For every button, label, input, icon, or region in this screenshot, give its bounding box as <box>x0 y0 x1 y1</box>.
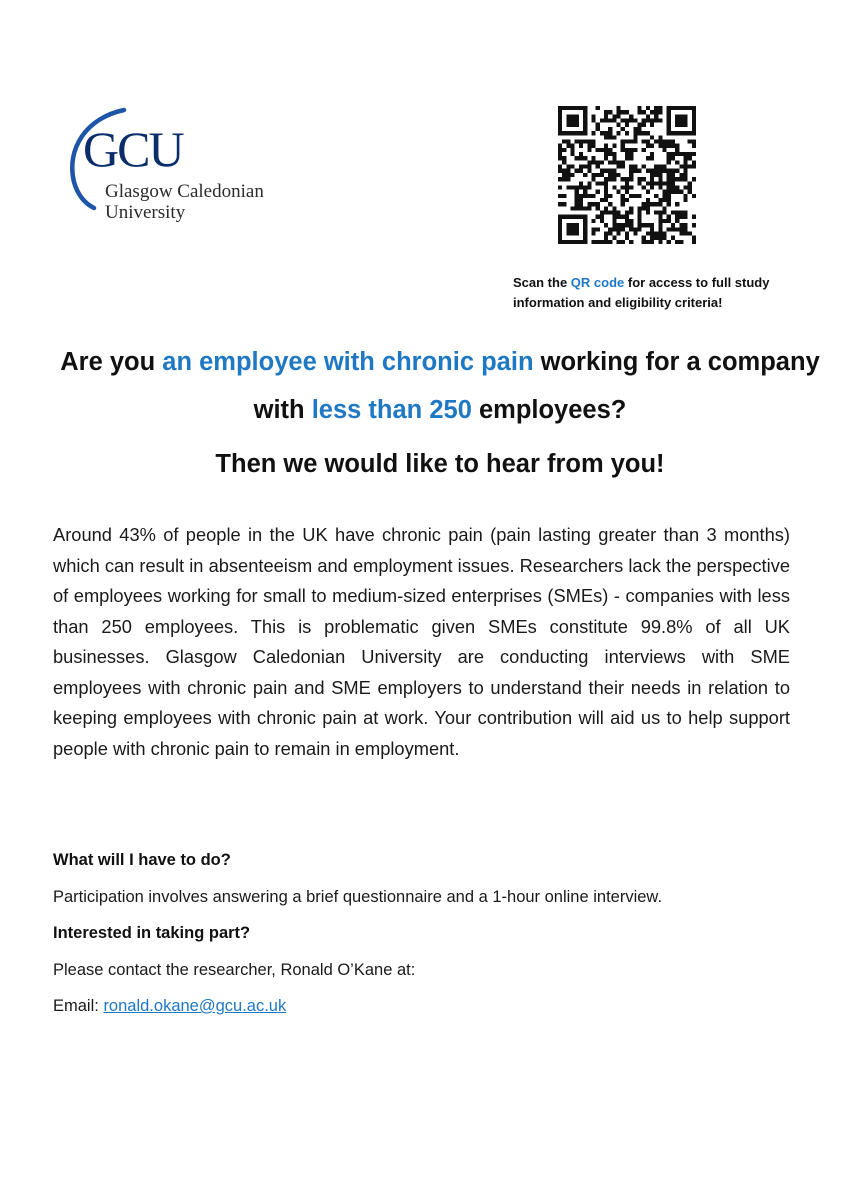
question-what-to-do: What will I have to do? <box>53 851 231 869</box>
headline-part1: Are you <box>60 348 163 376</box>
email-link[interactable]: ronald.okane@gcu.ac.uk <box>103 997 287 1015</box>
email-label: Email: <box>53 997 104 1015</box>
qr-code[interactable] <box>558 106 696 244</box>
headline-question <box>60 338 820 434</box>
qr-note-highlight: QR code <box>570 275 625 290</box>
headline-part2: working for a company with <box>253 348 820 424</box>
headline <box>60 338 820 488</box>
email-line <box>53 988 813 1025</box>
faq-section <box>53 842 813 1025</box>
question-interested: Interested in taking part? <box>53 924 251 942</box>
qr-note-prefix: Scan the <box>513 275 571 290</box>
qr-note-suffix: for access to full study information and eligibility criteria! <box>513 275 770 310</box>
headline-subheading: Then we would like to hear from you! <box>215 450 665 478</box>
logo-university-name <box>105 181 264 223</box>
headline-highlight1: an employee with chronic pain <box>162 348 534 376</box>
answer-participation: Participation involves answering a brief questionnaire and a 1-hour online interview. <box>53 887 663 906</box>
logo-name-line1: Glasgow Caledonian <box>105 181 264 202</box>
body-paragraph: Around 43% of people in the UK have chronic pain (pain lasting greater than 3 months) which can result in absenteeism and employment issues. Researchers lack the perspective of employees working for small to medium-sized enterprises (SMEs) - companies with less than 250 employees. This is problematic given SMEs constitute 99.8% of all UK businesses. Glasgow Caledonian University are conducting interviews with SME employees with chronic pain and SME employers to understand their needs in relation to keeping employees with chronic pain at work. Your contribution will aid us to help support people with chronic pain to remain in employment. <box>53 524 790 759</box>
qr-instruction <box>513 273 813 313</box>
contact-instruction: Please contact the researcher, Ronald O’Kane at: <box>53 960 416 979</box>
headline-highlight2: less than 250 <box>311 396 472 424</box>
logo-name-line2: University <box>105 202 186 223</box>
logo-letters: GCU <box>83 121 183 177</box>
gcu-logo <box>64 104 294 224</box>
headline-part3: employees? <box>471 396 627 424</box>
